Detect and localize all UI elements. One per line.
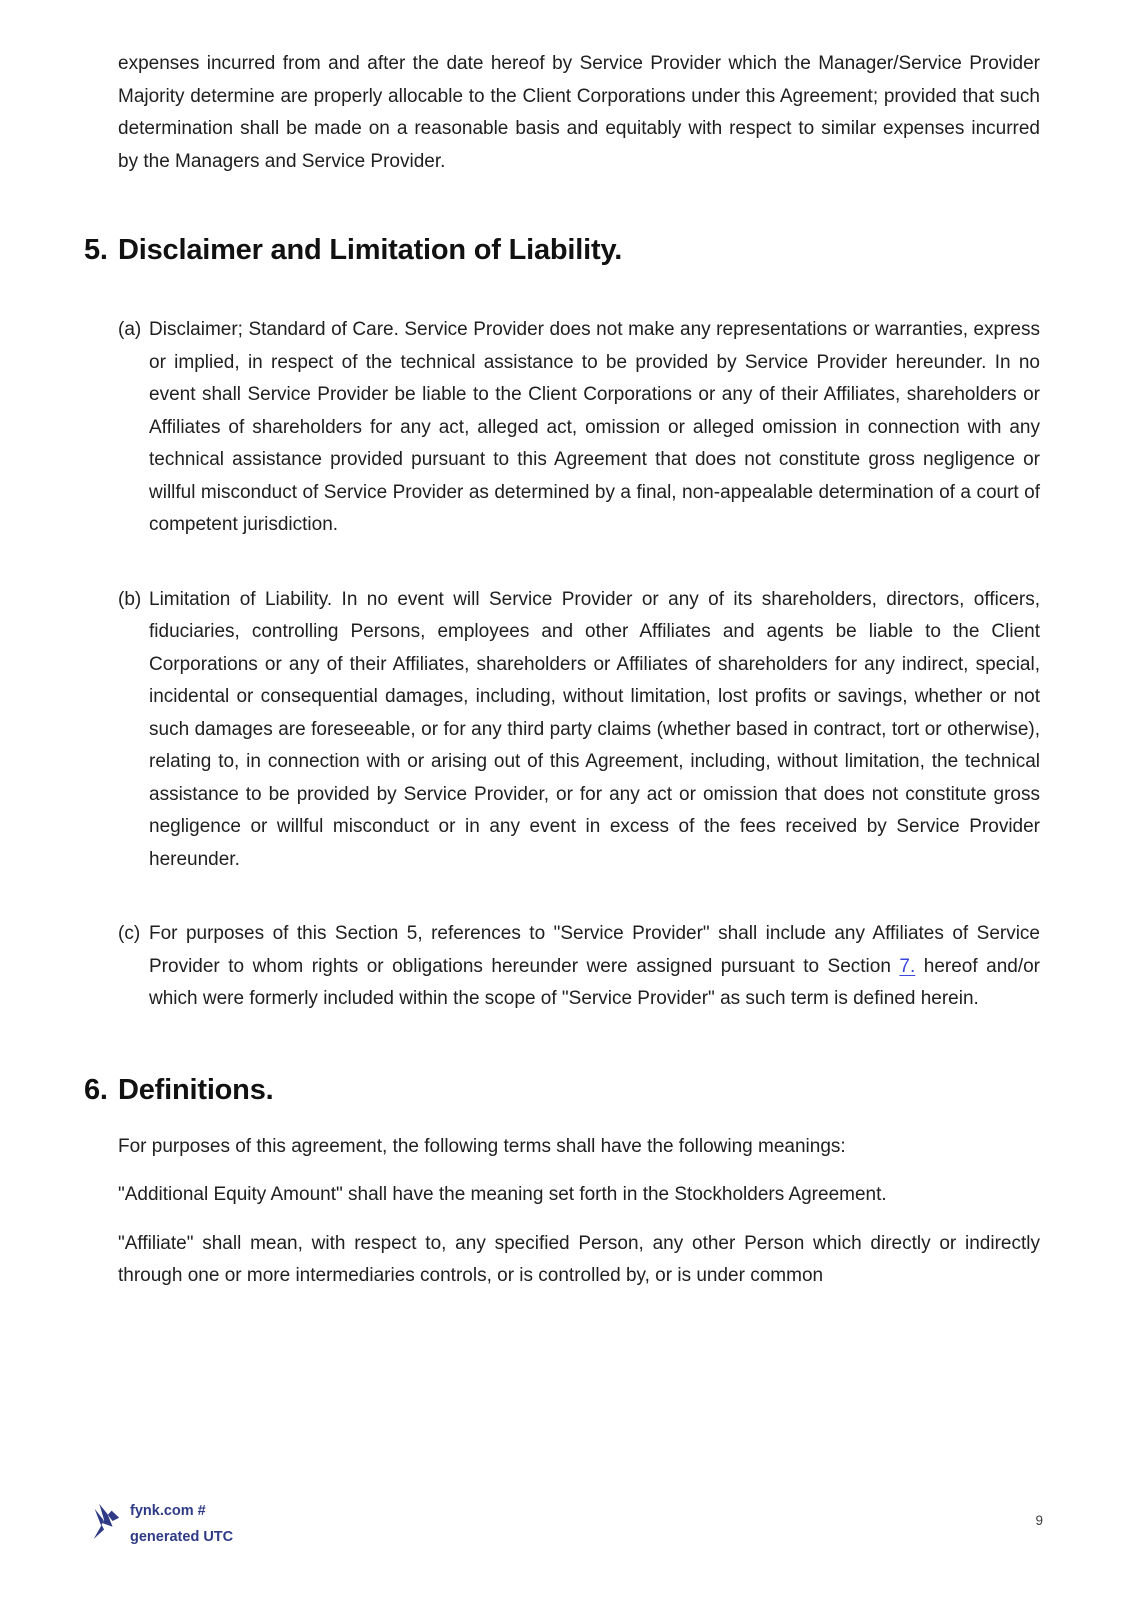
clause-b-text: Limitation of Liability. In no event will Service Provider or any of its shareholders, directors, officers, fiduciaries, controlling Persons, employees and other Affiliates and agents be liable to the Client Corporations or any of their Affiliates, shareholders or Affiliates of shareholders for any indirect, special, incidental or consequential damages, including, without limitation, lost profits or savings, whether or not such damages are foreseeable, or for any third party claims (whether based in contract, tort or otherwise), relating to, in connection with or arising out of this Agreement, including, without limitation, the technical assistance to be provided by Service Provider, or for any act or omission that does not constitute gross negligence or willful misconduct or in any event in excess of the fees received by Service Provider hereunder. bbox=[149, 588, 1040, 870]
footer-brand-line2: generated UTC bbox=[130, 1529, 234, 1545]
clause-c-text-before-link: For purposes of this Section 5, references to "Service Provider" shall include any Affiliates of Service Provider to whom rights or obligations hereunder were assigned pursuant to Section bbox=[149, 923, 1040, 977]
page-number: 9 bbox=[1035, 1513, 1043, 1528]
section-6-number: 6. bbox=[84, 1073, 108, 1106]
footer-brand-text bbox=[130, 1498, 233, 1550]
section-5-heading bbox=[84, 234, 1040, 267]
intro-paragraph: expenses incurred from and after the date hereof by Service Provider which the Manager/Service Provider Majority determine are properly allocable to the Client Corporations under this Agreement; provided that such determination shall be made on a reasonable basis and equitably with respect to similar expenses incurred by the Managers and Service Provider. bbox=[118, 53, 1040, 172]
clause-c-text bbox=[149, 918, 1040, 1016]
section-6-title: Definitions. bbox=[118, 1073, 274, 1106]
page-footer bbox=[88, 1498, 233, 1550]
footer-brand-line1: fynk.com # bbox=[130, 1503, 206, 1519]
clause-c-label: (c) bbox=[118, 923, 141, 944]
clause-c-text-after-link: hereof and/or which were formerly included within the scope of "Service Provider" as such term is defined herein. bbox=[149, 955, 1040, 1009]
section-5-title: Disclaimer and Limitation of Liability. bbox=[118, 234, 623, 266]
definition-additional-equity-amount: "Additional Equity Amount" shall have the meaning set forth in the Stockholders Agreement. bbox=[118, 1184, 887, 1205]
section-6-heading bbox=[84, 1074, 1040, 1107]
definitions-lead-paragraph: For purposes of this agreement, the following terms shall have the following meanings: bbox=[118, 1135, 846, 1157]
clause-b-label: (b) bbox=[118, 588, 142, 610]
clause-c bbox=[118, 918, 1040, 1016]
clause-b bbox=[118, 584, 1040, 877]
clause-a-label: (a) bbox=[118, 319, 142, 340]
section-7-link[interactable]: 7. bbox=[899, 955, 916, 977]
definition-affiliate: "Affiliate" shall mean, with respect to, any specified Person, any other Person which directly or indirectly through one or more intermediaries controls, or is controlled by, or is under common bbox=[118, 1232, 1040, 1286]
clause-a-text: Disclaimer; Standard of Care. Service Provider does not make any representations or warranties, express or implied, in respect of the technical assistance to be provided by Service Provider hereunder. In no event shall Service Provider be liable to the Client Corporations or any of their Affiliates, shareholders or Affiliates of shareholders for any act, alleged act, omission or alleged omission in connection with any technical assistance provided pursuant to this Agreement that does not constitute gross negligence or willful misconduct of Service Provider as determined by a final, non-appealable determination of a court of competent jurisdiction. bbox=[149, 319, 1040, 535]
section-5-number: 5. bbox=[84, 234, 108, 266]
origami-crane-icon bbox=[88, 1502, 122, 1547]
clause-a bbox=[118, 314, 1040, 542]
